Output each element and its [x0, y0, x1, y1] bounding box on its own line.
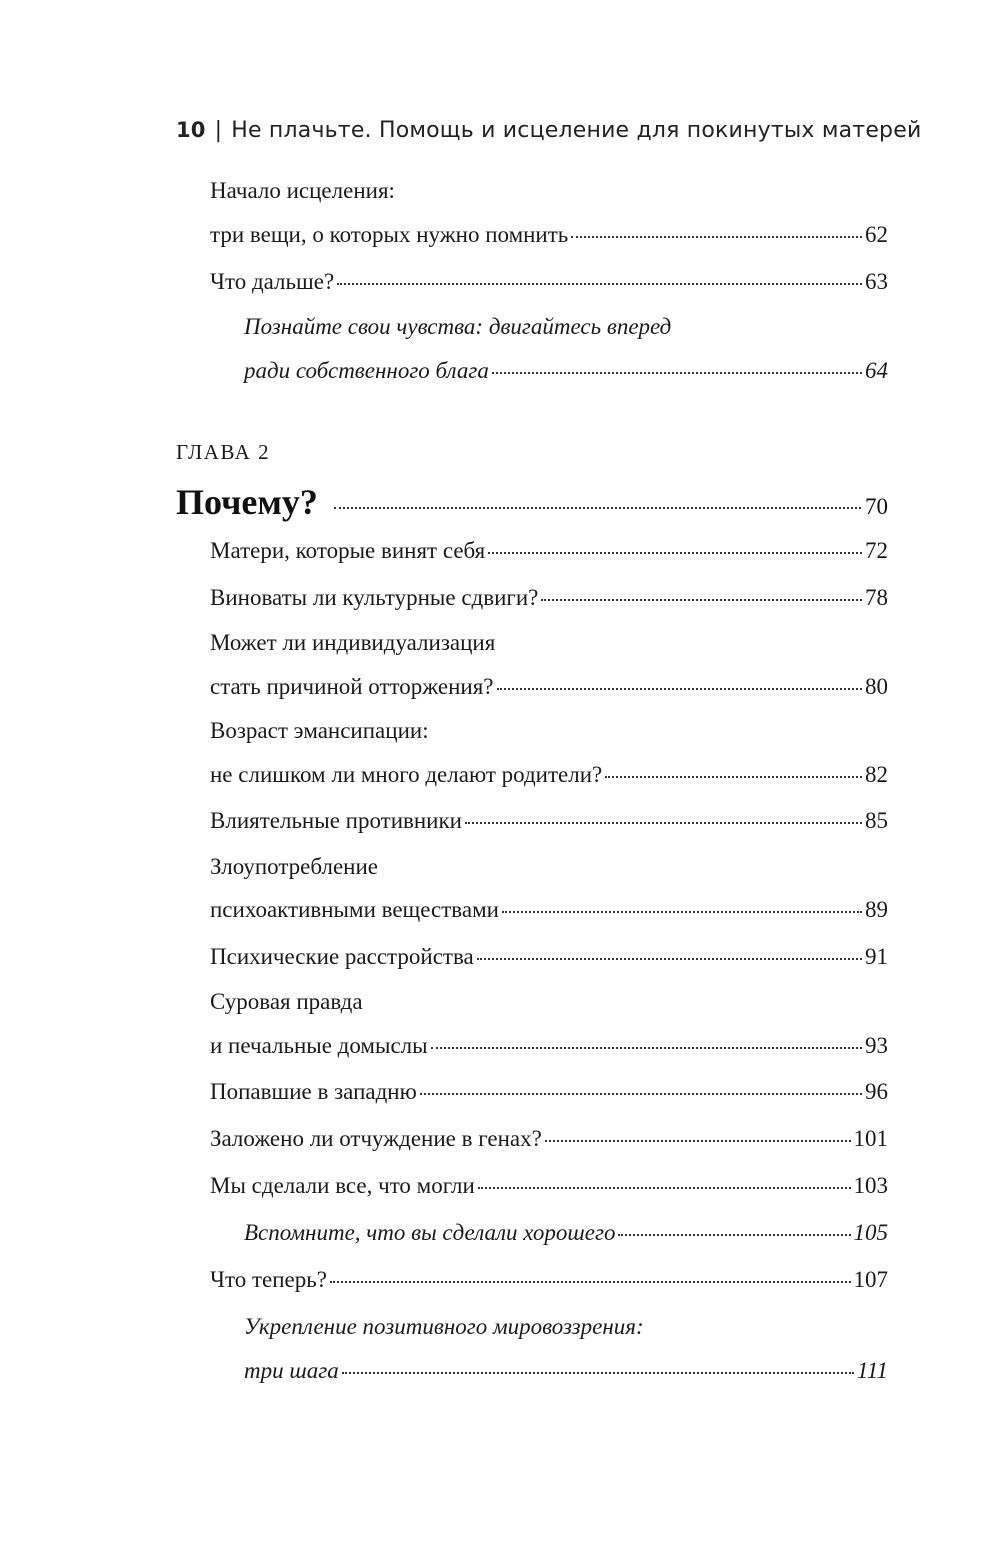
dot-leader: [342, 1372, 854, 1374]
book-title: Не плачьте. Помощь и исцеление для покинутых матерей: [231, 118, 922, 143]
toc-page-number: 72: [865, 538, 888, 563]
toc-page-number: 62: [865, 222, 888, 247]
toc-entry-mothers-blame[interactable]: [210, 536, 888, 566]
toc-page-number: 93: [865, 1033, 888, 1058]
dot-leader: [492, 372, 862, 374]
toc-entry-title: Заложено ли отчуждение в генах?: [210, 1126, 542, 1151]
dot-leader: [477, 958, 862, 960]
dot-leader: [571, 236, 862, 238]
toc-subentry-know-feelings[interactable]: [244, 356, 888, 386]
toc-entry-healing-start[interactable]: [210, 220, 888, 250]
dot-leader: [330, 1281, 851, 1283]
toc-page-number: 91: [865, 944, 888, 969]
toc-entry-title: Вспомните, что вы сделали хорошего: [244, 1220, 616, 1245]
toc-entry-substance-abuse[interactable]: [210, 895, 888, 925]
dot-leader: [420, 1093, 862, 1095]
toc-entry-title: три вещи, о которых нужно помнить: [210, 222, 569, 247]
dot-leader: [334, 507, 861, 509]
toc-page-number: 80: [865, 674, 888, 699]
toc-entry-title: ради собственного блага: [244, 358, 489, 383]
toc-page-number: 111: [856, 1358, 888, 1383]
running-header: [176, 118, 922, 143]
toc-page-number: 85: [865, 808, 888, 833]
toc-entry-harsh-truth[interactable]: [210, 1031, 888, 1061]
toc-entry-title: Виноваты ли культурные сдвиги?: [210, 585, 539, 610]
toc-entry-what-next[interactable]: [210, 267, 888, 297]
dot-leader: [465, 822, 862, 824]
toc-subentry-positive-outlook[interactable]: [244, 1356, 888, 1386]
dot-leader: [605, 776, 862, 778]
toc-page-number: 107: [853, 1267, 888, 1292]
toc-entry-title: Что дальше?: [210, 269, 335, 294]
toc-page-number: 64: [865, 358, 888, 383]
toc-entry-title: Влиятельные противники: [210, 808, 462, 833]
toc-entry-healing-start-line1: Начало исцеления:: [210, 178, 395, 203]
dot-leader: [545, 1140, 851, 1142]
toc-entry-genes[interactable]: [210, 1124, 888, 1154]
dot-leader: [478, 1187, 851, 1189]
toc-page-number: 89: [865, 897, 888, 922]
chapter-label: ГЛАВА 2: [176, 440, 271, 464]
dot-leader: [337, 283, 862, 285]
page-number: 10: [176, 118, 206, 142]
toc-entry-title: Попавшие в западню: [210, 1079, 417, 1104]
toc-entry-title: Психические расстройства: [210, 944, 474, 969]
toc-entry-title: Матери, которые винят себя: [210, 538, 486, 563]
dot-leader: [502, 911, 862, 913]
dot-leader: [431, 1047, 862, 1049]
toc-page-number: 96: [865, 1079, 888, 1104]
toc-entry-substance-abuse-line1: Злоупотребление: [210, 854, 379, 879]
toc-entry-emancipation[interactable]: [210, 760, 888, 790]
toc-entry-title: стать причиной отторжения?: [210, 674, 494, 699]
toc-entry-title: Что теперь?: [210, 1267, 327, 1292]
toc-entry-cultural-shifts[interactable]: [210, 583, 888, 613]
toc-entry-title: не слишком ли много делают родители?: [210, 762, 603, 787]
toc-page-number: 70: [865, 494, 888, 519]
toc-subentry-know-feelings-line1: Познайте свои чувства: двигайтесь вперед: [244, 314, 672, 339]
toc-entry-title: и печальные домыслы: [210, 1033, 428, 1058]
toc-entry-title: три шага: [244, 1358, 339, 1383]
toc-page-number: 78: [865, 585, 888, 610]
toc-entry-did-our-best[interactable]: [210, 1171, 888, 1201]
toc-entry-emancipation-line1: Возраст эмансипации:: [210, 718, 429, 743]
header-separator: |: [214, 118, 223, 143]
toc-entry-what-now[interactable]: [210, 1265, 888, 1295]
dot-leader: [497, 688, 862, 690]
chapter-title-entry[interactable]: [176, 480, 888, 524]
toc-entry-mental-disorders[interactable]: [210, 942, 888, 972]
chapter-title: Почему?: [176, 482, 318, 522]
toc-page-number: 101: [853, 1126, 888, 1151]
dot-leader: [618, 1234, 850, 1236]
toc-entry-individualization[interactable]: [210, 672, 888, 702]
toc-subentry-remember-good[interactable]: [244, 1218, 888, 1248]
toc-entry-harsh-truth-line1: Суровая правда: [210, 989, 363, 1014]
toc-entry-title: Мы сделали все, что могли: [210, 1173, 475, 1198]
toc-subentry-positive-outlook-line1: Укрепление позитивного мировоззрения:: [244, 1314, 644, 1339]
dot-leader: [541, 599, 862, 601]
toc-entry-trapped[interactable]: [210, 1077, 888, 1107]
dot-leader: [488, 552, 862, 554]
toc-page-number: 103: [853, 1173, 888, 1198]
toc-page-number: 82: [865, 762, 888, 787]
toc-entry-title: психоактивными веществами: [210, 897, 499, 922]
toc-entry-influential-opponents[interactable]: [210, 806, 888, 836]
toc-page-number: 105: [853, 1220, 888, 1245]
toc-entry-individualization-line1: Может ли индивидуализация: [210, 630, 496, 655]
toc-page-number: 63: [865, 269, 888, 294]
